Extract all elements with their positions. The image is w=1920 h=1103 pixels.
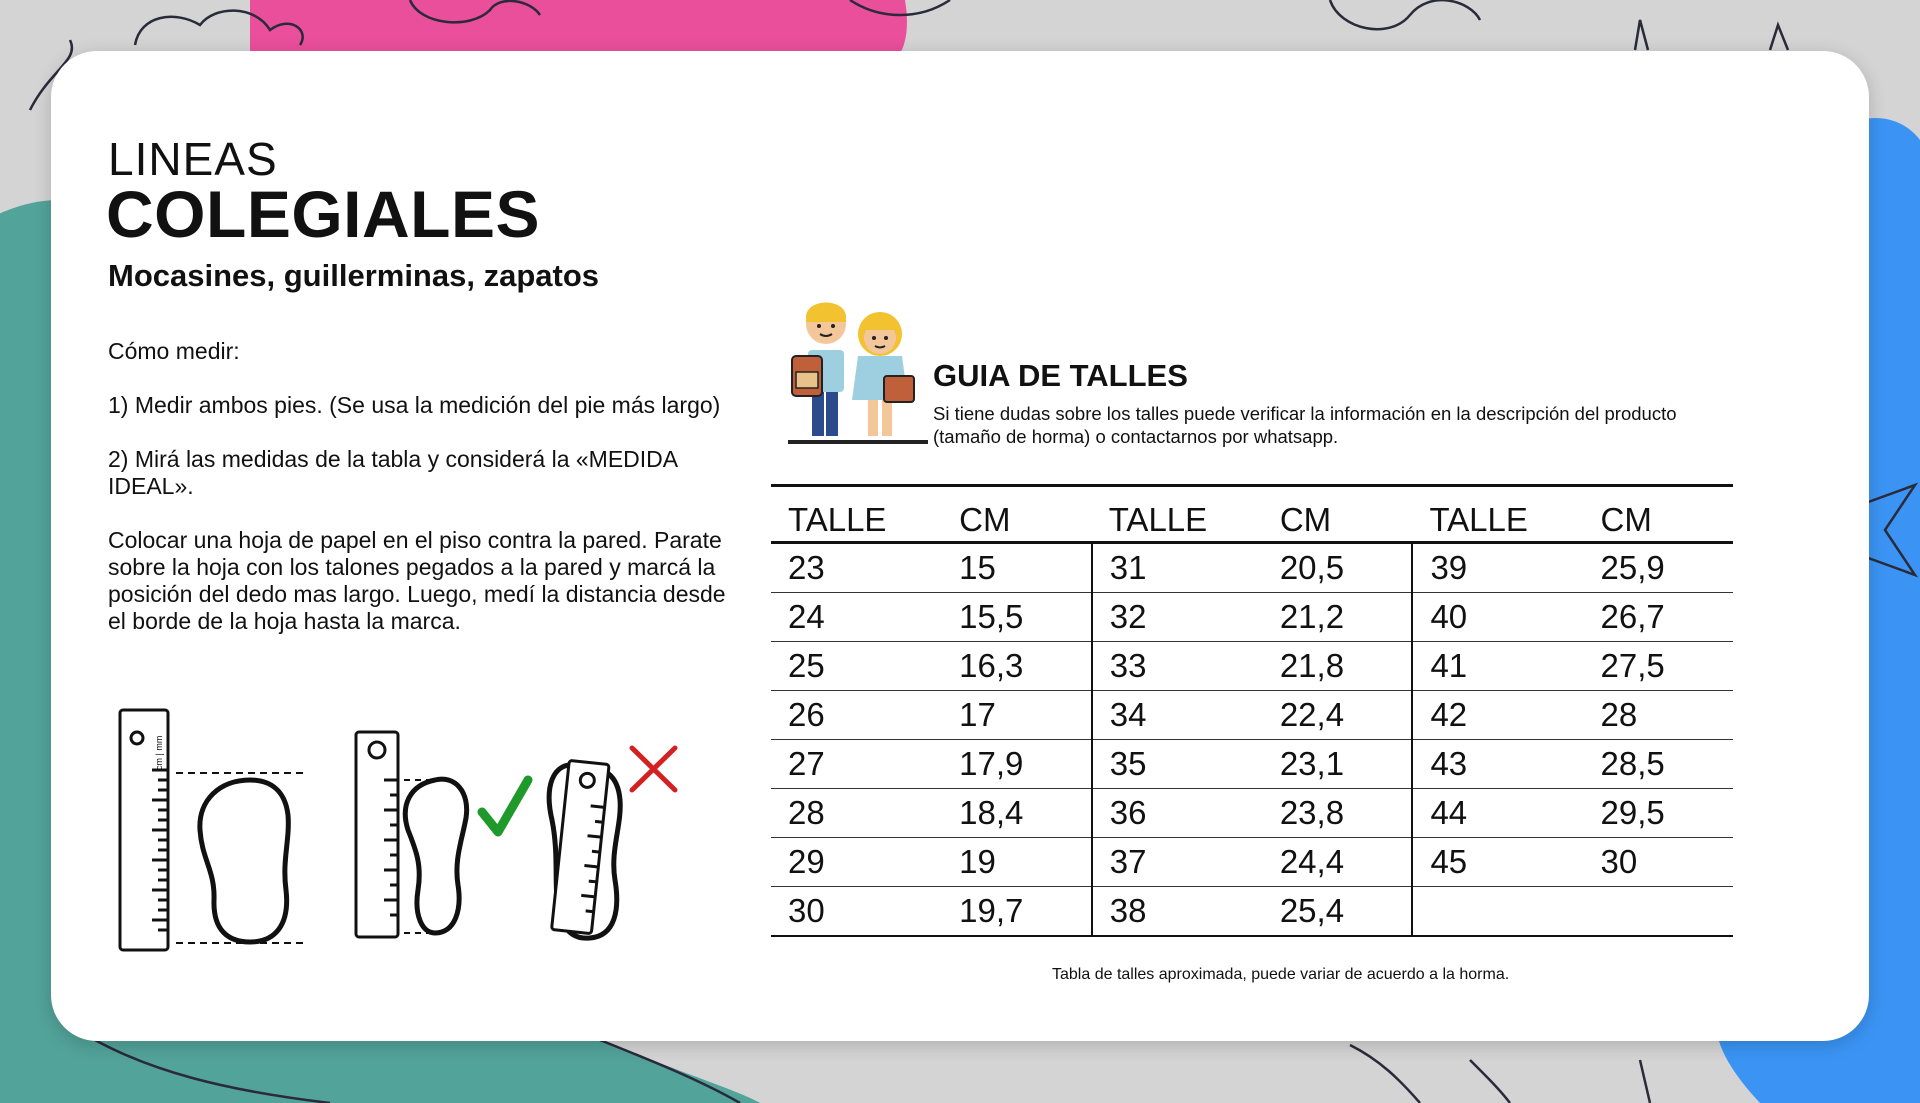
- measuring-illustration: [110, 700, 690, 960]
- cell-cm: 21,2: [1263, 593, 1413, 642]
- cell-talle: 28: [771, 789, 942, 838]
- table-header-row: [771, 486, 1733, 543]
- cell-talle: 30: [771, 887, 942, 937]
- table-row: [771, 789, 1733, 838]
- cell-cm: [1584, 887, 1733, 937]
- footprint-icon: [405, 779, 466, 933]
- cell-cm: 24,4: [1263, 838, 1413, 887]
- cell-talle: 26: [771, 691, 942, 740]
- table-row: [771, 838, 1733, 887]
- cell-cm: 15,5: [942, 593, 1092, 642]
- cell-cm: 22,4: [1263, 691, 1413, 740]
- cell-talle: 39: [1412, 543, 1583, 593]
- cell-cm: 19: [942, 838, 1092, 887]
- cell-talle: 29: [771, 838, 942, 887]
- guide-text: Si tiene dudas sobre los talles puede verificar la información en la descripción del producto (tamaño de horma) o contactarnos por whatsapp.: [933, 403, 1677, 447]
- cross-icon: [632, 748, 675, 790]
- table-row: [771, 593, 1733, 642]
- cell-talle: 43: [1412, 740, 1583, 789]
- header-talle: TALLE: [1412, 486, 1583, 543]
- table-row: [771, 691, 1733, 740]
- size-table: [771, 484, 1733, 937]
- table-row: [771, 642, 1733, 691]
- cell-cm: 25,4: [1263, 887, 1413, 937]
- cell-talle: 44: [1412, 789, 1583, 838]
- cell-talle: 34: [1092, 691, 1263, 740]
- cell-talle: 25: [771, 642, 942, 691]
- cell-talle: 42: [1412, 691, 1583, 740]
- cell-cm: 29,5: [1584, 789, 1733, 838]
- guide-title: GUIA DE TALLES: [933, 358, 1188, 393]
- cell-talle: 40: [1412, 593, 1583, 642]
- cell-cm: 21,8: [1263, 642, 1413, 691]
- cell-cm: 30: [1584, 838, 1733, 887]
- instructions: [108, 338, 748, 662]
- header-talle: TALLE: [1092, 486, 1263, 543]
- footprint-icon: [200, 780, 288, 942]
- instructions-paragraph: Colocar una hoja de papel en el piso contra la pared. Parate sobre la hoja con los talones pegados a la pared y marcá la posición del dedo mas largo. Luego, medí la distancia desde el borde de la hoja hasta la marca.: [108, 527, 726, 634]
- ruler-icon: [552, 760, 610, 933]
- instructions-intro: Cómo medir:: [108, 338, 240, 364]
- cell-talle: 31: [1092, 543, 1263, 593]
- cell-talle: 27: [771, 740, 942, 789]
- cell-cm: 23,8: [1263, 789, 1413, 838]
- cell-talle: 36: [1092, 789, 1263, 838]
- instructions-step-1: 1) Medir ambos pies. (Se usa la medición del pie más largo): [108, 392, 721, 418]
- cell-talle: 32: [1092, 593, 1263, 642]
- cell-cm: 17,9: [942, 740, 1092, 789]
- subtitle: Mocasines, guillerminas, zapatos: [108, 258, 599, 293]
- cell-cm: 16,3: [942, 642, 1092, 691]
- cell-cm: 25,9: [1584, 543, 1733, 593]
- cell-talle: [1412, 887, 1583, 937]
- cell-talle: 33: [1092, 642, 1263, 691]
- header-talle: TALLE: [771, 486, 942, 543]
- cell-cm: 19,7: [942, 887, 1092, 937]
- cell-cm: 26,7: [1584, 593, 1733, 642]
- cell-cm: 18,4: [942, 789, 1092, 838]
- header-cm: CM: [1584, 486, 1733, 543]
- table-row: [771, 887, 1733, 937]
- cell-cm: 28: [1584, 691, 1733, 740]
- header-cm: CM: [942, 486, 1092, 543]
- ruler-label: cm | mm: [154, 735, 164, 770]
- cell-cm: 27,5: [1584, 642, 1733, 691]
- table-row: [771, 740, 1733, 789]
- instructions-step-2: 2) Mirá las medidas de la tabla y considerá la «MEDIDA IDEAL».: [108, 446, 677, 499]
- checkmark-icon: [482, 780, 528, 832]
- header-cm: CM: [1263, 486, 1413, 543]
- table-footnote: Tabla de talles aproximada, puede variar de acuerdo a la horma.: [1052, 966, 1510, 983]
- students-icon: [788, 296, 928, 448]
- title-colegiales: COLEGIALES: [106, 177, 541, 251]
- ruler-icon: [356, 732, 398, 937]
- cell-talle: 23: [771, 543, 942, 593]
- cell-cm: 23,1: [1263, 740, 1413, 789]
- cell-talle: 24: [771, 593, 942, 642]
- cell-talle: 35: [1092, 740, 1263, 789]
- cell-talle: 37: [1092, 838, 1263, 887]
- cell-talle: 41: [1412, 642, 1583, 691]
- table-row: [771, 543, 1733, 593]
- cell-cm: 17: [942, 691, 1092, 740]
- cell-cm: 20,5: [1263, 543, 1413, 593]
- title-lineas: LINEAS: [108, 133, 278, 185]
- cell-talle: 45: [1412, 838, 1583, 887]
- cell-cm: 28,5: [1584, 740, 1733, 789]
- cell-cm: 15: [942, 543, 1092, 593]
- cell-talle: 38: [1092, 887, 1263, 937]
